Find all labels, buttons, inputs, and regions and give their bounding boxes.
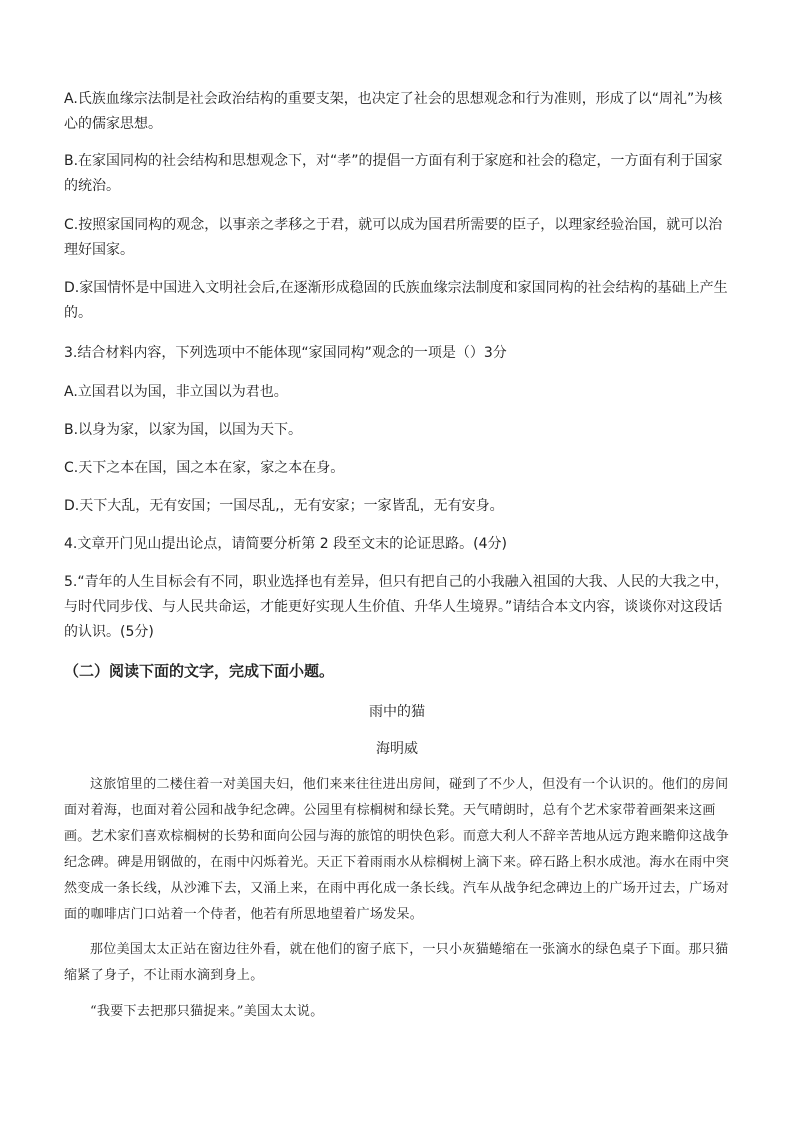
question-3-stem: 3.结合材料内容，下列选项中不能体现“家国同构”观念的一项是（）3分 [64, 345, 507, 361]
story-author: 海明威 [376, 741, 418, 757]
section-heading: （二）阅读下面的文字，完成下面小题。 [64, 662, 335, 680]
question-3-option-c: C.天下之本在国，国之本在家，家之本在身。 [64, 460, 345, 476]
question-4: 4.文章开门见山提出论点，请简要分析第 2 段至文末的论证思路。(4分) [64, 536, 507, 552]
story-paragraph: “我要下去把那只猫捉来。”美国太太说。 [90, 1004, 324, 1019]
question-3-option-b: B.以身为家，以家为国，以国为天下。 [64, 422, 303, 438]
option-q2-c: C.按照家国同构的观念，以事亲之孝移之于君，就可以成为国君所需要的臣子，以理家经验治国，就可以治理好国家。 [64, 217, 723, 258]
story-paragraph: 那位美国太太正站在窗边往外看，就在他们的窗子底下，一只小灰猫蜷缩在一张滴水的绿色桌子下面。那只猫缩紧了身子，不让雨水滴到身上。 [64, 942, 729, 983]
story-paragraph: 这旅馆里的二楼住着一对美国夫妇，他们来来往往进出房间，碰到了不少人，但没有一个认识的。他们的房间面对着海，也面对着公园和战争纪念碑。公园里有棕榈树和绿长凳。天气晴朗时，总有个艺术家带着画架来这画画。艺术家们喜欢棕榈树的长势和面向公园与海的旅馆的明快色彩。而意大利人不辞辛苦地从远方跑来瞻仰这战争纪念碑。碑是用钢做的，在雨中闪烁着光。天正下着雨雨水从棕榈树上滴下来。碎石路上积水成池。海水在雨中突然变成一条长线，从沙滩下去，又涌上来，在雨中再化成一条长线。汽车从战争纪念碑边上的广场开过去，广场对面的咖啡店门口站着一个侍者，他若有所思地望着广场发呆。 [64, 777, 730, 922]
option-q2-d: D.家国情怀是中国进入文明社会后,在逐渐形成稳固的氏族血缘宗法制度和家国同构的社会结构的基础上产生的。 [64, 280, 728, 321]
option-q2-a: A.氏族血缘宗法制是社会政治结构的重要支架，也决定了社会的思想观念和行为准则，形成了以“周礼”为核心的儒家思想。 [64, 91, 723, 132]
question-3-option-d: D.天下大乱，无有安国；一国尽乱,，无有安家；一家皆乱，无有安身。 [64, 498, 504, 514]
story-title: 雨中的猫 [369, 704, 425, 720]
question-3-option-a: A.立国君以为国，非立国以为君也。 [64, 384, 288, 400]
question-5: 5.“青年的人生目标会有不同，职业选择也有差异，但只有把自己的小我融入祖国的大我、人民的大我之中，与时代同步伐、与人民共命运，才能更好实现人生价值、升华人生境界。”请结合本文内容，谈谈你对这段话的认识。(5分) [64, 574, 729, 640]
option-q2-b: B.在家国同构的社会结构和思想观念下，对“孝”的提倡一方面有利于家庭和社会的稳定，一方面有利于国家的统治。 [64, 153, 723, 194]
